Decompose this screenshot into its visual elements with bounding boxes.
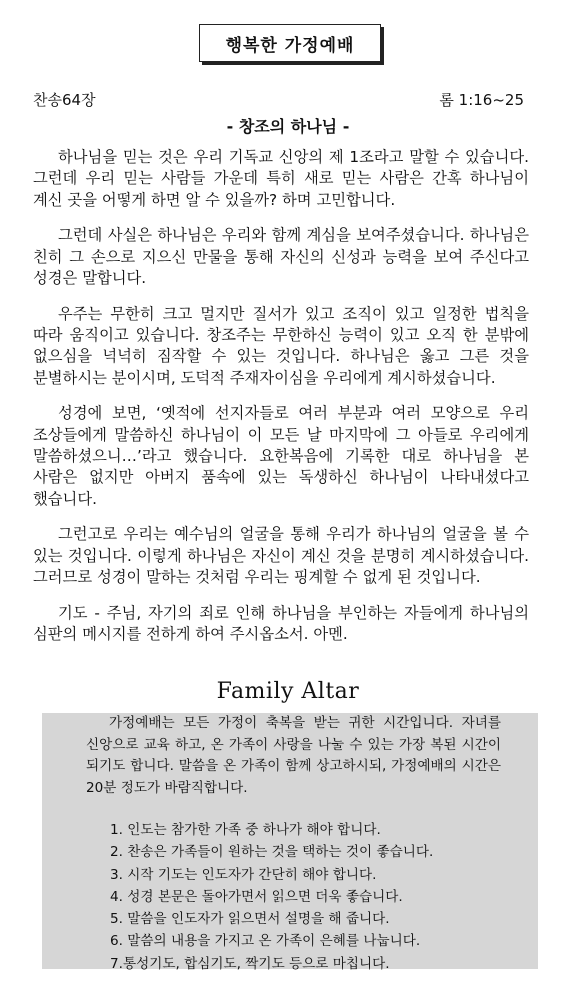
sermon-subtitle: - 창조의 하나님 - [226, 117, 350, 136]
rule-item: 7.통성기도, 합심기도, 짝기도 등으로 마칩니다. [110, 955, 390, 972]
family-altar-title: Family Altar [216, 679, 360, 704]
rule-item: 3. 시작 기도는 인도자가 간단히 해야 합니다. [110, 866, 377, 883]
prayer-paragraph: 기도 - 주님, 자기의 죄로 인해 하나님을 부인하는 자들에게 하나님의 심판의 메시지를 전하게 하여 주시옵소서. 아멘. [33, 603, 529, 644]
sermon-paragraph: 우주는 무한히 크고 멀지만 질서가 있고 조직이 있고 일정한 법칙을 따라 움직이고 있습니다. 창조주는 무한하신 능력이 있고 오직 한 분밖에 없으심을 넉넉히 짐작할 수 있는 것입니다. 하나님은 옳고 그른 것을 분별하시는 분이시며, 도덕적 주재자이심을 우리에게 계시하셨습니다. [33, 304, 529, 387]
family-altar-intro: 가정예배는 모든 가정이 축복을 받는 귀한 시간입니다. 자녀를 신앙으로 교육 하고, 온 가족이 사랑을 나눌 수 있는 가장 복된 시간이 되기도 합니다. 말씀을 온 가족이 함께 상고하시되, 가정예배의 시간은 20분 정도가 바람직합니다. [86, 715, 501, 796]
sermon-paragraph: 성경에 보면, ‘옛적에 선지자들로 여러 부분과 여러 모양으로 우리 조상들에게 말씀하신 하나님이 이 모든 날 마지막에 그 아들로 우리에게 말씀하셨으니…’라고 했습니다. 요한복음에 기록한 대로 하나님을 본 사람은 없지만 아버지 품속에 있는 독생하신 하나님이 나타내셨다고 했습니다. [33, 404, 529, 508]
rule-item: 5. 말씀을 인도자가 읽으면서 설명을 해 줍니다. [110, 911, 390, 928]
page-title-box [199, 24, 381, 62]
hymn-number: 찬송64장 [33, 91, 96, 109]
sermon-paragraph: 하나님을 믿는 것은 우리 기독교 신앙의 제 1조라고 말할 수 있습니다. 그런데 우리 믿는 사람들 가운데 특히 새로 믿는 사람은 간혹 하나님이 계신 곳을 어떻게 하면 알 수 있을까? 하며 고민합니다. [33, 148, 529, 209]
sermon-paragraph: 그런고로 우리는 예수님의 얼굴을 통해 우리가 하나님의 얼굴을 볼 수 있는 것입니다. 이렇게 하나님은 자신이 계신 것을 분명히 계시하셨습니다. 그러므로 성경이 말하는 것처럼 우리는 핑계할 수 없게 된 것입니다. [33, 525, 529, 587]
rule-item: 2. 찬송은 가족들이 원하는 것을 택하는 것이 좋습니다. [110, 844, 434, 861]
rule-item: 6. 말씀의 내용을 가지고 온 가족이 은혜를 나눕니다. [110, 933, 421, 950]
page-title: 행복한 가정예배 [225, 35, 355, 56]
scripture-reference: 롬 1:16~25 [439, 91, 524, 109]
rule-item: 1. 인도는 참가한 가족 중 하나가 해야 합니다. [110, 822, 381, 838]
rule-item: 4. 성경 본문은 돌아가면서 읽으면 더욱 좋습니다. [110, 888, 403, 905]
family-altar-box [42, 713, 538, 972]
sermon-paragraph: 그런데 사실은 하나님은 우리와 함께 계심을 보여주셨습니다. 하나님은 친히 그 손으로 지으신 만물을 통해 자신의 신성과 능력을 보여 주신다고 성경은 말합니다. [33, 226, 529, 287]
sermon-body [33, 147, 529, 660]
family-altar-rules [110, 819, 433, 975]
